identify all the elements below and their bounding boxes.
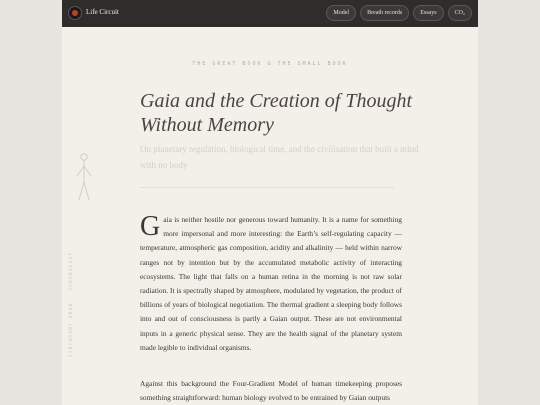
article-kicker: THE GREAT BOOK & THE SMALL BOOK: [192, 61, 348, 67]
nav-menu: [326, 5, 472, 21]
nav-co2-button[interactable]: CO₂: [448, 5, 472, 21]
divider: [140, 187, 394, 188]
article-page: [62, 27, 478, 405]
side-vertical-label: SYNCHRONY DRAW · CHRONOLOGY: [68, 251, 73, 357]
article-title: [140, 89, 440, 137]
logo-icon[interactable]: [68, 6, 82, 20]
body-paragraph-1: [140, 213, 402, 355]
nav-model-button[interactable]: Model: [326, 5, 356, 21]
nav-breath-records-button[interactable]: Breath records: [360, 5, 409, 21]
paragraph-1-text: aia is neither hostile nor generous toward humanity. It is a name for something more impersonal and more interesting: the Earth’s self-regulating capacity — temperature, atmospheric gas composition, acidity and alkalinity — held within narrow ranges not by intention but by the accumulated metabolic activity of interacting ecosystems. The light that falls on a human retina in the morning is not raw solar radiation. It is spectrally shaped by atmosphere, modulated by vegetation, the product of billions of years of biological negotiation. The thermal gradient a sleeping body follows into and out of consciousness is partly a Gaian output. These are not environmental inputs in a generic physical sense. They are the health signal of the planetary system made legible to individual organisms.: [140, 215, 402, 352]
drop-cap: G: [140, 211, 161, 242]
body-paragraph-2: Against this background the Four-Gradient Model of human timekeeping proposes something straightforward: human biology evolved to be entrained by Gaian outputs: [140, 379, 402, 403]
brand-name[interactable]: Life Circuit: [86, 8, 119, 16]
nav-essays-button[interactable]: Essays: [413, 5, 443, 21]
title-line-1: Gaia and the Creation of Thought: [140, 90, 413, 112]
logo-dot: [72, 10, 78, 16]
top-navigation-bar: [62, 0, 478, 27]
article-subtitle: On planetary regulation, biological time, and the civilisation that built a mind with no body: [140, 144, 419, 170]
title-line-2: Without Memory: [140, 114, 274, 136]
stick-figure-icon: [74, 152, 94, 204]
